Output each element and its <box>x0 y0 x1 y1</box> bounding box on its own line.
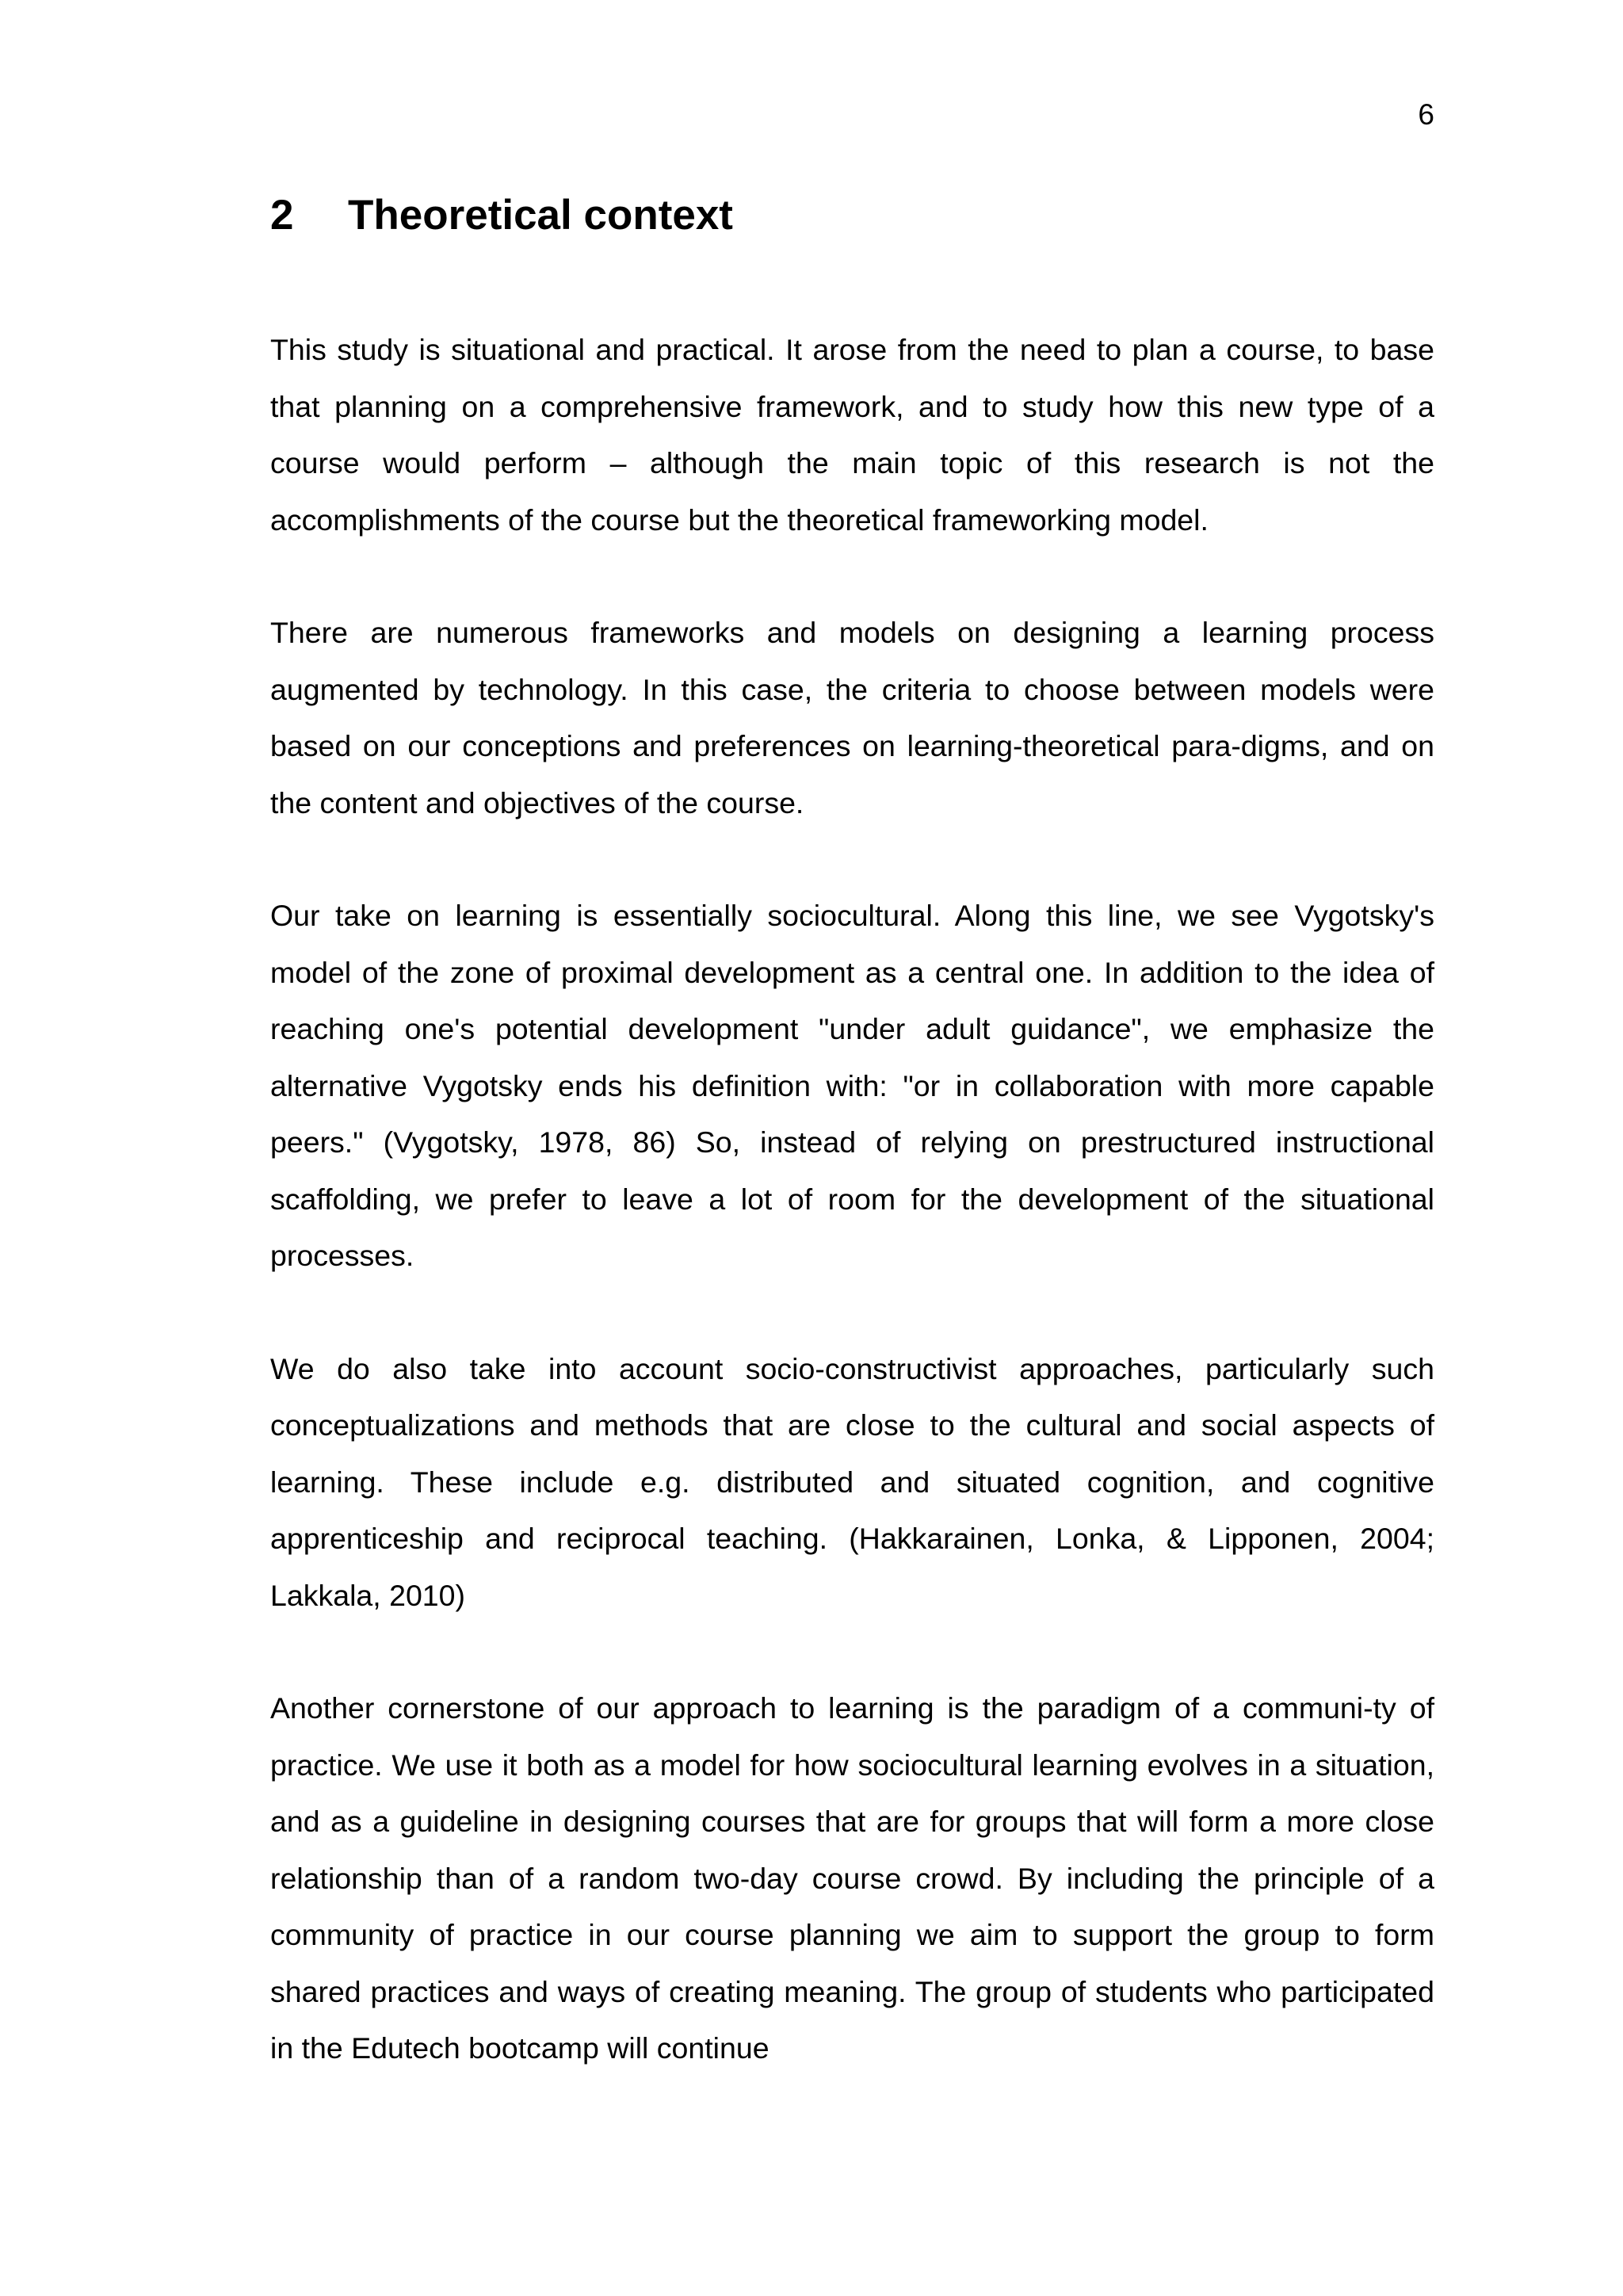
body-text <box>270 322 1434 2134</box>
paragraph-intro: This study is situational and practical. It arose from the need to plan a course, to base that planning on a comprehensive framework, and to study how this new type of a course would perform – although the main topic of this research is not the accomplishments of the course but the theoretical frameworking model. <box>270 333 1434 537</box>
paragraph-frameworks: There are numerous frameworks and models on designing a learning process augmented by technology. In this case, the criteria to choose between models were based on our conceptions and preferences on learning-theoretical para-digms, and on the content and objectives of the course. <box>270 616 1434 819</box>
chapter-number: 2 <box>270 192 294 239</box>
chapter-title: Theoretical context <box>348 192 733 239</box>
chapter-heading <box>270 192 733 240</box>
page-number: 6 <box>1418 98 1434 131</box>
paragraph-sociocultural: Our take on learning is essentially sociocultural. Along this line, we see Vygotsky's model of the zone of proximal development as a central one. In addition to the idea of reaching one's potential development "under adult guidance", we emphasize the alternative Vygotsky ends his definition with: "or in collaboration with more capable peers." (Vygotsky, 1978, 86) So, instead of relying on prestructured instructional scaffolding, we prefer to leave a lot of room for the development of the situational processes. <box>270 899 1434 1272</box>
paragraph-socio-constructivist: We do also take into account socio-constructivist approaches, particularly such conceptualizations and methods that are close to the cultural and social aspects of learning. These include e.g. distributed and situated cognition, and cognitive apprenticeship and reciprocal teaching. (Hakkarainen, Lonka, & Lipponen, 2004; Lakkala, 2010) <box>270 1351 1434 1612</box>
paragraph-community-of-practice: Another cornerstone of our approach to learning is the paradigm of a communi-ty of practice. We use it both as a model for how sociocultural learning evolves in a situation, and as a guideline in designing courses that are for groups that will form a more close relationship than of a random two-day course crowd. By including the principle of a community of practice in our course planning we aim to support the group to form shared practices and ways of creating meaning. The group of students who participated in the Edutech bootcamp will continue <box>270 1691 1434 2065</box>
